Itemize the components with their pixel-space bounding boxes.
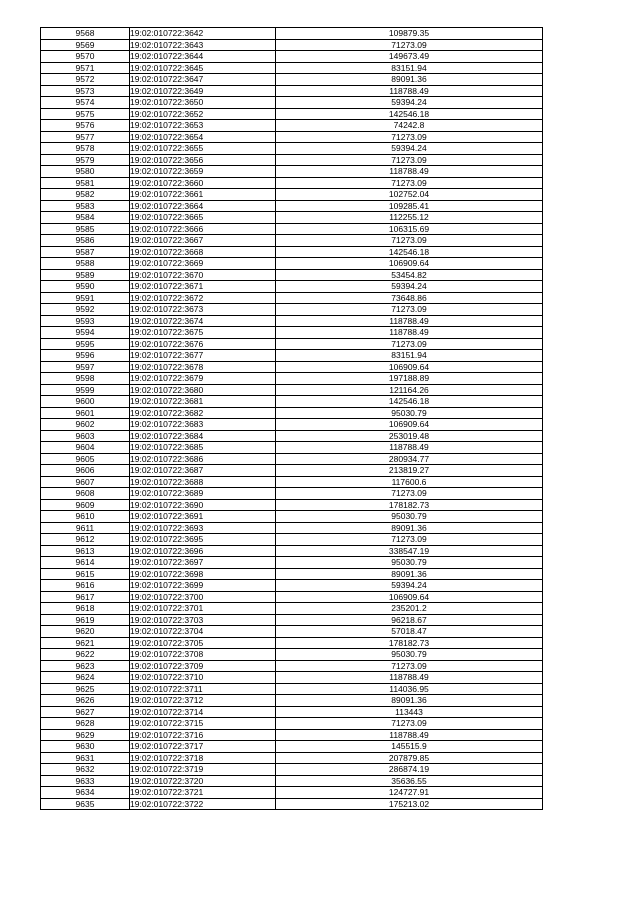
cadastral-number-cell: 19:02:010722:3714 [130,706,276,718]
table-row [41,476,543,488]
amount-cell: 118788.49 [276,672,543,684]
row-number-cell: 9610 [41,511,130,523]
table-row [41,752,543,764]
row-number-cell: 9627 [41,706,130,718]
cadastral-number-cell: 19:02:010722:3718 [130,752,276,764]
cadastral-number-cell: 19:02:010722:3701 [130,603,276,615]
row-number-cell: 9591 [41,292,130,304]
cadastral-number-cell: 19:02:010722:3644 [130,51,276,63]
cadastral-number-cell: 19:02:010722:3656 [130,154,276,166]
cadastral-number-cell: 19:02:010722:3721 [130,787,276,799]
row-number-cell: 9573 [41,85,130,97]
row-number-cell: 9612 [41,534,130,546]
amount-cell: 124727.91 [276,787,543,799]
cadastral-number-cell: 19:02:010722:3664 [130,200,276,212]
cadastral-number-cell: 19:02:010722:3683 [130,419,276,431]
data-table [40,27,543,810]
cadastral-number-cell: 19:02:010722:3642 [130,28,276,40]
table-row [41,637,543,649]
row-number-cell: 9584 [41,212,130,224]
row-number-cell: 9594 [41,327,130,339]
cadastral-number-cell: 19:02:010722:3643 [130,39,276,51]
cadastral-number-cell: 19:02:010722:3680 [130,384,276,396]
row-number-cell: 9593 [41,315,130,327]
amount-cell: 35636.55 [276,775,543,787]
row-number-cell: 9604 [41,442,130,454]
amount-cell: 95030.79 [276,649,543,661]
amount-cell: 71273.09 [276,131,543,143]
row-number-cell: 9626 [41,695,130,707]
cadastral-number-cell: 19:02:010722:3687 [130,465,276,477]
cadastral-number-cell: 19:02:010722:3686 [130,453,276,465]
cadastral-number-cell: 19:02:010722:3704 [130,626,276,638]
amount-cell: 89091.36 [276,695,543,707]
row-number-cell: 9595 [41,338,130,350]
amount-cell: 95030.79 [276,557,543,569]
amount-cell: 57018.47 [276,626,543,638]
row-number-cell: 9598 [41,373,130,385]
table-row [41,154,543,166]
table-row [41,131,543,143]
table-row [41,603,543,615]
row-number-cell: 9581 [41,177,130,189]
table-row [41,246,543,258]
amount-cell: 175213.02 [276,798,543,810]
cadastral-number-cell: 19:02:010722:3697 [130,557,276,569]
amount-cell: 197188.89 [276,373,543,385]
row-number-cell: 9582 [41,189,130,201]
table-row [41,189,543,201]
cadastral-number-cell: 19:02:010722:3668 [130,246,276,258]
amount-cell: 118788.49 [276,729,543,741]
cadastral-number-cell: 19:02:010722:3676 [130,338,276,350]
amount-cell: 114036.95 [276,683,543,695]
amount-cell: 74242.8 [276,120,543,132]
row-number-cell: 9596 [41,350,130,362]
amount-cell: 106909.64 [276,419,543,431]
cadastral-number-cell: 19:02:010722:3708 [130,649,276,661]
cadastral-number-cell: 19:02:010722:3715 [130,718,276,730]
amount-cell: 73648.86 [276,292,543,304]
row-number-cell: 9625 [41,683,130,695]
amount-cell: 109285.41 [276,200,543,212]
amount-cell: 178182.73 [276,637,543,649]
cadastral-number-cell: 19:02:010722:3720 [130,775,276,787]
row-number-cell: 9601 [41,407,130,419]
table-row [41,557,543,569]
table-row [41,281,543,293]
row-number-cell: 9621 [41,637,130,649]
cadastral-number-cell: 19:02:010722:3678 [130,361,276,373]
table-row [41,28,543,40]
row-number-cell: 9622 [41,649,130,661]
table-row [41,522,543,534]
table-row [41,39,543,51]
cadastral-number-cell: 19:02:010722:3717 [130,741,276,753]
amount-cell: 109879.35 [276,28,543,40]
row-number-cell: 9603 [41,430,130,442]
table-row [41,62,543,74]
table-row [41,591,543,603]
row-number-cell: 9607 [41,476,130,488]
row-number-cell: 9597 [41,361,130,373]
table-row [41,465,543,477]
amount-cell: 142546.18 [276,108,543,120]
row-number-cell: 9630 [41,741,130,753]
table-row [41,787,543,799]
table-body [41,28,543,810]
row-number-cell: 9615 [41,568,130,580]
row-number-cell: 9585 [41,223,130,235]
table-row [41,338,543,350]
table-row [41,729,543,741]
amount-cell: 71273.09 [276,235,543,247]
amount-cell: 142546.18 [276,396,543,408]
table-row [41,143,543,155]
row-number-cell: 9624 [41,672,130,684]
row-number-cell: 9589 [41,269,130,281]
cadastral-number-cell: 19:02:010722:3650 [130,97,276,109]
cadastral-number-cell: 19:02:010722:3716 [130,729,276,741]
cadastral-number-cell: 19:02:010722:3649 [130,85,276,97]
table-row [41,419,543,431]
row-number-cell: 9608 [41,488,130,500]
amount-cell: 95030.79 [276,407,543,419]
amount-cell: 95030.79 [276,511,543,523]
amount-cell: 286874.19 [276,764,543,776]
cadastral-number-cell: 19:02:010722:3647 [130,74,276,86]
table-row [41,511,543,523]
row-number-cell: 9578 [41,143,130,155]
amount-cell: 89091.36 [276,74,543,86]
row-number-cell: 9586 [41,235,130,247]
amount-cell: 253019.48 [276,430,543,442]
table-row [41,327,543,339]
table-row [41,177,543,189]
amount-cell: 149673.49 [276,51,543,63]
cadastral-number-cell: 19:02:010722:3645 [130,62,276,74]
table-row [41,798,543,810]
table-row [41,166,543,178]
table-row [41,384,543,396]
cadastral-number-cell: 19:02:010722:3722 [130,798,276,810]
row-number-cell: 9620 [41,626,130,638]
cadastral-number-cell: 19:02:010722:3655 [130,143,276,155]
cadastral-number-cell: 19:02:010722:3703 [130,614,276,626]
table-row [41,614,543,626]
row-number-cell: 9619 [41,614,130,626]
cadastral-number-cell: 19:02:010722:3653 [130,120,276,132]
cadastral-number-cell: 19:02:010722:3685 [130,442,276,454]
cadastral-number-cell: 19:02:010722:3671 [130,281,276,293]
amount-cell: 89091.36 [276,568,543,580]
amount-cell: 71273.09 [276,177,543,189]
row-number-cell: 9632 [41,764,130,776]
row-number-cell: 9616 [41,580,130,592]
cadastral-number-cell: 19:02:010722:3667 [130,235,276,247]
amount-cell: 59394.24 [276,281,543,293]
amount-cell: 53454.82 [276,269,543,281]
amount-cell: 71273.09 [276,39,543,51]
amount-cell: 106909.64 [276,591,543,603]
row-number-cell: 9572 [41,74,130,86]
cadastral-number-cell: 19:02:010722:3690 [130,499,276,511]
table-row [41,269,543,281]
table-row [41,97,543,109]
table-row [41,350,543,362]
amount-cell: 106315.69 [276,223,543,235]
row-number-cell: 9602 [41,419,130,431]
row-number-cell: 9574 [41,97,130,109]
amount-cell: 117600.6 [276,476,543,488]
amount-cell: 118788.49 [276,442,543,454]
row-number-cell: 9592 [41,304,130,316]
cadastral-number-cell: 19:02:010722:3665 [130,212,276,224]
cadastral-number-cell: 19:02:010722:3681 [130,396,276,408]
cadastral-number-cell: 19:02:010722:3711 [130,683,276,695]
amount-cell: 113443 [276,706,543,718]
table-row [41,488,543,500]
table-row [41,120,543,132]
table-row [41,626,543,638]
cadastral-number-cell: 19:02:010722:3689 [130,488,276,500]
amount-cell: 83151.94 [276,350,543,362]
amount-cell: 59394.24 [276,143,543,155]
amount-cell: 106909.64 [276,258,543,270]
row-number-cell: 9588 [41,258,130,270]
amount-cell: 207879.85 [276,752,543,764]
amount-cell: 118788.49 [276,315,543,327]
table-row [41,660,543,672]
cadastral-number-cell: 19:02:010722:3660 [130,177,276,189]
amount-cell: 59394.24 [276,97,543,109]
cadastral-number-cell: 19:02:010722:3710 [130,672,276,684]
row-number-cell: 9571 [41,62,130,74]
row-number-cell: 9628 [41,718,130,730]
row-number-cell: 9590 [41,281,130,293]
row-number-cell: 9614 [41,557,130,569]
cadastral-number-cell: 19:02:010722:3696 [130,545,276,557]
amount-cell: 71273.09 [276,154,543,166]
cadastral-number-cell: 19:02:010722:3682 [130,407,276,419]
cadastral-number-cell: 19:02:010722:3652 [130,108,276,120]
row-number-cell: 9569 [41,39,130,51]
amount-cell: 106909.64 [276,361,543,373]
amount-cell: 96218.67 [276,614,543,626]
row-number-cell: 9611 [41,522,130,534]
row-number-cell: 9613 [41,545,130,557]
amount-cell: 71273.09 [276,338,543,350]
cadastral-number-cell: 19:02:010722:3698 [130,568,276,580]
cadastral-number-cell: 19:02:010722:3700 [130,591,276,603]
table-row [41,775,543,787]
row-number-cell: 9618 [41,603,130,615]
row-number-cell: 9599 [41,384,130,396]
row-number-cell: 9635 [41,798,130,810]
table-row [41,741,543,753]
table-row [41,85,543,97]
row-number-cell: 9570 [41,51,130,63]
row-number-cell: 9609 [41,499,130,511]
amount-cell: 83151.94 [276,62,543,74]
amount-cell: 121164.26 [276,384,543,396]
row-number-cell: 9600 [41,396,130,408]
cadastral-number-cell: 19:02:010722:3674 [130,315,276,327]
table-row [41,568,543,580]
amount-cell: 280934.77 [276,453,543,465]
row-number-cell: 9575 [41,108,130,120]
table-row [41,672,543,684]
amount-cell: 338547.19 [276,545,543,557]
table-row [41,545,543,557]
row-number-cell: 9583 [41,200,130,212]
cadastral-number-cell: 19:02:010722:3677 [130,350,276,362]
cadastral-number-cell: 19:02:010722:3675 [130,327,276,339]
cadastral-number-cell: 19:02:010722:3654 [130,131,276,143]
cadastral-number-cell: 19:02:010722:3666 [130,223,276,235]
amount-cell: 118788.49 [276,85,543,97]
amount-cell: 71273.09 [276,660,543,672]
amount-cell: 235201.2 [276,603,543,615]
row-number-cell: 9633 [41,775,130,787]
cadastral-number-cell: 19:02:010722:3719 [130,764,276,776]
table-row [41,453,543,465]
row-number-cell: 9579 [41,154,130,166]
table-row [41,764,543,776]
amount-cell: 71273.09 [276,488,543,500]
cadastral-number-cell: 19:02:010722:3693 [130,522,276,534]
amount-cell: 89091.36 [276,522,543,534]
cadastral-number-cell: 19:02:010722:3705 [130,637,276,649]
table-row [41,373,543,385]
data-sheet [40,27,543,810]
cadastral-number-cell: 19:02:010722:3672 [130,292,276,304]
amount-cell: 59394.24 [276,580,543,592]
cadastral-number-cell: 19:02:010722:3673 [130,304,276,316]
table-row [41,223,543,235]
table-row [41,200,543,212]
cadastral-number-cell: 19:02:010722:3695 [130,534,276,546]
amount-cell: 145515.9 [276,741,543,753]
row-number-cell: 9580 [41,166,130,178]
table-row [41,683,543,695]
cadastral-number-cell: 19:02:010722:3712 [130,695,276,707]
table-row [41,315,543,327]
amount-cell: 142546.18 [276,246,543,258]
cadastral-number-cell: 19:02:010722:3684 [130,430,276,442]
amount-cell: 112255.12 [276,212,543,224]
cadastral-number-cell: 19:02:010722:3709 [130,660,276,672]
table-row [41,74,543,86]
amount-cell: 102752.04 [276,189,543,201]
table-row [41,649,543,661]
amount-cell: 71273.09 [276,304,543,316]
cadastral-number-cell: 19:02:010722:3659 [130,166,276,178]
row-number-cell: 9605 [41,453,130,465]
table-row [41,695,543,707]
table-row [41,108,543,120]
table-row [41,718,543,730]
table-row [41,258,543,270]
amount-cell: 118788.49 [276,327,543,339]
amount-cell: 71273.09 [276,534,543,546]
row-number-cell: 9576 [41,120,130,132]
cadastral-number-cell: 19:02:010722:3661 [130,189,276,201]
table-row [41,51,543,63]
row-number-cell: 9577 [41,131,130,143]
row-number-cell: 9631 [41,752,130,764]
cadastral-number-cell: 19:02:010722:3679 [130,373,276,385]
cadastral-number-cell: 19:02:010722:3688 [130,476,276,488]
cadastral-number-cell: 19:02:010722:3699 [130,580,276,592]
row-number-cell: 9587 [41,246,130,258]
table-row [41,212,543,224]
row-number-cell: 9634 [41,787,130,799]
amount-cell: 71273.09 [276,718,543,730]
table-row [41,430,543,442]
table-row [41,580,543,592]
table-row [41,235,543,247]
table-row [41,361,543,373]
row-number-cell: 9623 [41,660,130,672]
cadastral-number-cell: 19:02:010722:3669 [130,258,276,270]
table-row [41,407,543,419]
table-row [41,304,543,316]
table-row [41,396,543,408]
table-row [41,706,543,718]
amount-cell: 118788.49 [276,166,543,178]
cadastral-number-cell: 19:02:010722:3670 [130,269,276,281]
table-row [41,442,543,454]
cadastral-number-cell: 19:02:010722:3691 [130,511,276,523]
table-row [41,292,543,304]
row-number-cell: 9617 [41,591,130,603]
row-number-cell: 9568 [41,28,130,40]
amount-cell: 213819.27 [276,465,543,477]
row-number-cell: 9606 [41,465,130,477]
table-row [41,534,543,546]
amount-cell: 178182.73 [276,499,543,511]
table-row [41,499,543,511]
row-number-cell: 9629 [41,729,130,741]
